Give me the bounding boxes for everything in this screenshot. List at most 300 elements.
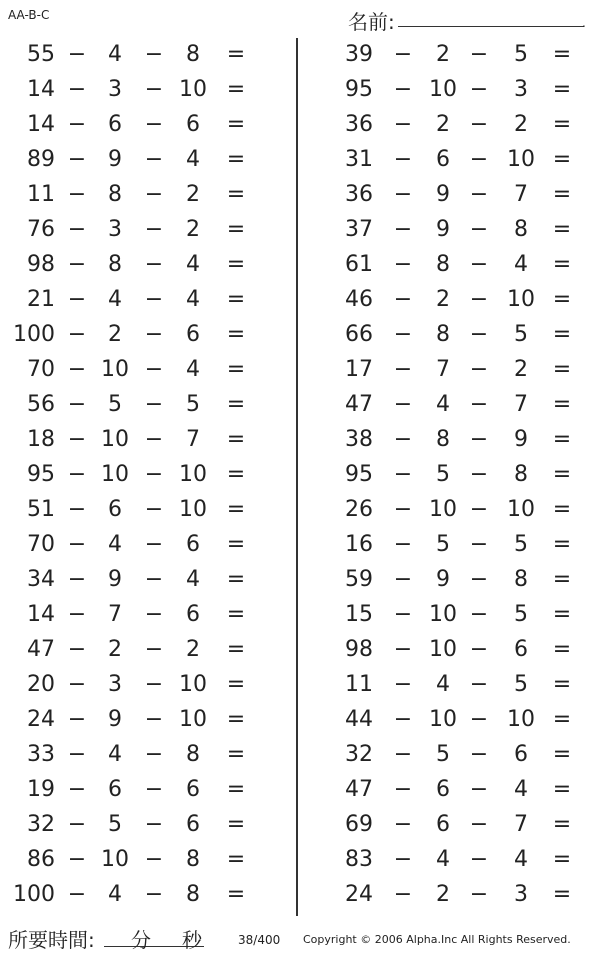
minuend: 51 xyxy=(27,497,55,522)
minus-sign: − xyxy=(393,427,413,452)
minus-sign: − xyxy=(469,392,489,417)
minuend: 32 xyxy=(345,742,373,767)
subtrahend-2: 6 xyxy=(186,602,200,627)
subtrahend-2: 5 xyxy=(514,42,528,67)
equals-sign: = xyxy=(226,112,246,137)
minuend: 56 xyxy=(27,392,55,417)
subtrahend-1: 9 xyxy=(108,707,122,732)
subtrahend-1: 5 xyxy=(436,532,450,557)
minuend: 39 xyxy=(345,42,373,67)
minuend: 100 xyxy=(13,882,55,907)
subtrahend-2: 5 xyxy=(514,672,528,697)
subtrahend-1: 9 xyxy=(436,182,450,207)
minus-sign: − xyxy=(469,287,489,312)
minuend: 55 xyxy=(27,42,55,67)
minus-sign: − xyxy=(67,532,87,557)
minus-sign: − xyxy=(393,532,413,557)
minus-sign: − xyxy=(67,672,87,697)
subtrahend-2: 2 xyxy=(186,217,200,242)
minus-sign: − xyxy=(67,252,87,277)
subtrahend-2: 2 xyxy=(186,182,200,207)
equals-sign: = xyxy=(226,812,246,837)
subtrahend-1: 6 xyxy=(436,777,450,802)
minus-sign: − xyxy=(469,882,489,907)
minus-sign: − xyxy=(469,497,489,522)
minuend: 33 xyxy=(27,742,55,767)
equals-sign: = xyxy=(226,252,246,277)
equals-sign: = xyxy=(552,847,572,872)
minutes-unit: 分 xyxy=(131,928,151,952)
subtrahend-1: 4 xyxy=(436,672,450,697)
subtrahend-1: 2 xyxy=(436,112,450,137)
minus-sign: − xyxy=(393,112,413,137)
minuend: 95 xyxy=(345,462,373,487)
subtrahend-1: 10 xyxy=(429,602,457,627)
minus-sign: − xyxy=(393,882,413,907)
subtrahend-2: 4 xyxy=(186,567,200,592)
equals-sign: = xyxy=(552,322,572,347)
minus-sign: − xyxy=(144,217,164,242)
subtrahend-1: 5 xyxy=(108,392,122,417)
equals-sign: = xyxy=(552,497,572,522)
minuend: 24 xyxy=(345,882,373,907)
minus-sign: − xyxy=(144,392,164,417)
equals-sign: = xyxy=(552,252,572,277)
subtrahend-1: 10 xyxy=(429,707,457,732)
minus-sign: − xyxy=(67,217,87,242)
subtrahend-1: 10 xyxy=(429,637,457,662)
subtrahend-2: 6 xyxy=(186,812,200,837)
subtrahend-2: 10 xyxy=(179,672,207,697)
minuend: 14 xyxy=(27,112,55,137)
subtrahend-2: 10 xyxy=(179,77,207,102)
minuend: 61 xyxy=(345,252,373,277)
minus-sign: − xyxy=(469,77,489,102)
equals-sign: = xyxy=(552,812,572,837)
equals-sign: = xyxy=(226,322,246,347)
minus-sign: − xyxy=(67,427,87,452)
minuend: 15 xyxy=(345,602,373,627)
equals-sign: = xyxy=(226,42,246,67)
minuend: 20 xyxy=(27,672,55,697)
seconds-unit: 秒 xyxy=(182,928,202,952)
subtrahend-2: 4 xyxy=(186,147,200,172)
minus-sign: − xyxy=(393,357,413,382)
subtrahend-1: 4 xyxy=(108,42,122,67)
minus-sign: − xyxy=(144,882,164,907)
subtrahend-1: 10 xyxy=(101,357,129,382)
equals-sign: = xyxy=(226,742,246,767)
minuend: 32 xyxy=(27,812,55,837)
equals-sign: = xyxy=(552,77,572,102)
minuend: 14 xyxy=(27,602,55,627)
subtrahend-2: 10 xyxy=(179,462,207,487)
column-divider xyxy=(296,38,298,916)
subtrahend-2: 6 xyxy=(514,742,528,767)
equals-sign: = xyxy=(552,742,572,767)
minus-sign: − xyxy=(67,462,87,487)
subtrahend-1: 7 xyxy=(108,602,122,627)
subtrahend-1: 8 xyxy=(436,427,450,452)
minuend: 70 xyxy=(27,357,55,382)
subtrahend-1: 5 xyxy=(436,462,450,487)
equals-sign: = xyxy=(552,777,572,802)
minus-sign: − xyxy=(144,602,164,627)
subtrahend-2: 8 xyxy=(514,567,528,592)
minuend: 36 xyxy=(345,112,373,137)
subtrahend-1: 5 xyxy=(108,812,122,837)
equals-sign: = xyxy=(226,602,246,627)
minuend: 70 xyxy=(27,532,55,557)
subtrahend-2: 7 xyxy=(186,427,200,452)
minuend: 98 xyxy=(27,252,55,277)
equals-sign: = xyxy=(552,707,572,732)
minus-sign: − xyxy=(144,742,164,767)
minus-sign: − xyxy=(144,497,164,522)
equals-sign: = xyxy=(552,182,572,207)
subtrahend-2: 10 xyxy=(507,147,535,172)
subtrahend-1: 3 xyxy=(108,77,122,102)
minuend: 76 xyxy=(27,217,55,242)
subtrahend-1: 4 xyxy=(436,392,450,417)
minus-sign: − xyxy=(469,252,489,277)
equals-sign: = xyxy=(226,462,246,487)
equals-sign: = xyxy=(552,462,572,487)
equals-sign: = xyxy=(552,532,572,557)
equals-sign: = xyxy=(552,427,572,452)
minus-sign: − xyxy=(144,532,164,557)
subtrahend-1: 7 xyxy=(436,357,450,382)
minuend: 18 xyxy=(27,427,55,452)
minus-sign: − xyxy=(67,357,87,382)
minus-sign: − xyxy=(67,77,87,102)
equals-sign: = xyxy=(552,357,572,382)
equals-sign: = xyxy=(226,567,246,592)
minuend: 26 xyxy=(345,497,373,522)
name-field-line[interactable] xyxy=(398,26,584,27)
minus-sign: − xyxy=(393,42,413,67)
minuend: 69 xyxy=(345,812,373,837)
equals-sign: = xyxy=(552,112,572,137)
minus-sign: − xyxy=(393,147,413,172)
minus-sign: − xyxy=(469,707,489,732)
subtrahend-1: 10 xyxy=(101,427,129,452)
minus-sign: − xyxy=(144,777,164,802)
minus-sign: − xyxy=(393,742,413,767)
equals-sign: = xyxy=(552,602,572,627)
equals-sign: = xyxy=(552,147,572,172)
minus-sign: − xyxy=(67,147,87,172)
minus-sign: − xyxy=(393,462,413,487)
minus-sign: − xyxy=(469,672,489,697)
minus-sign: − xyxy=(144,147,164,172)
minuend: 66 xyxy=(345,322,373,347)
minus-sign: − xyxy=(469,742,489,767)
equals-sign: = xyxy=(552,287,572,312)
minus-sign: − xyxy=(144,77,164,102)
subtrahend-2: 10 xyxy=(507,707,535,732)
equals-sign: = xyxy=(552,392,572,417)
minus-sign: − xyxy=(393,392,413,417)
minuend: 47 xyxy=(345,777,373,802)
minus-sign: − xyxy=(393,217,413,242)
subtrahend-2: 10 xyxy=(179,497,207,522)
minus-sign: − xyxy=(393,777,413,802)
minuend: 95 xyxy=(345,77,373,102)
subtrahend-1: 3 xyxy=(108,217,122,242)
subtrahend-2: 4 xyxy=(514,847,528,872)
minus-sign: − xyxy=(469,217,489,242)
minus-sign: − xyxy=(469,847,489,872)
subtrahend-1: 2 xyxy=(108,322,122,347)
minuend: 38 xyxy=(345,427,373,452)
subtrahend-1: 9 xyxy=(108,147,122,172)
subtrahend-1: 8 xyxy=(108,252,122,277)
minus-sign: − xyxy=(469,532,489,557)
minus-sign: − xyxy=(67,42,87,67)
minus-sign: − xyxy=(469,427,489,452)
subtrahend-2: 10 xyxy=(179,707,207,732)
subtrahend-1: 6 xyxy=(108,497,122,522)
minus-sign: − xyxy=(393,602,413,627)
minuend: 47 xyxy=(345,392,373,417)
page-number: 38/400 xyxy=(238,933,281,947)
minuend: 36 xyxy=(345,182,373,207)
minuend: 14 xyxy=(27,77,55,102)
equals-sign: = xyxy=(226,637,246,662)
minuend: 47 xyxy=(27,637,55,662)
minus-sign: − xyxy=(144,182,164,207)
minus-sign: − xyxy=(144,112,164,137)
equals-sign: = xyxy=(552,637,572,662)
minus-sign: − xyxy=(144,847,164,872)
equals-sign: = xyxy=(226,357,246,382)
minus-sign: − xyxy=(144,462,164,487)
subtrahend-2: 8 xyxy=(514,462,528,487)
subtrahend-2: 9 xyxy=(514,427,528,452)
subtrahend-1: 4 xyxy=(436,847,450,872)
minus-sign: − xyxy=(393,812,413,837)
minus-sign: − xyxy=(393,252,413,277)
minus-sign: − xyxy=(67,112,87,137)
minus-sign: − xyxy=(393,497,413,522)
minus-sign: − xyxy=(67,637,87,662)
minuend: 83 xyxy=(345,847,373,872)
subtrahend-2: 6 xyxy=(186,112,200,137)
minus-sign: − xyxy=(469,462,489,487)
equals-sign: = xyxy=(226,672,246,697)
equals-sign: = xyxy=(226,882,246,907)
subtrahend-1: 9 xyxy=(436,217,450,242)
minuend: 31 xyxy=(345,147,373,172)
subtrahend-2: 5 xyxy=(514,322,528,347)
subtrahend-2: 7 xyxy=(514,812,528,837)
minuend: 59 xyxy=(345,567,373,592)
equals-sign: = xyxy=(226,707,246,732)
minus-sign: − xyxy=(144,637,164,662)
subtrahend-1: 6 xyxy=(108,112,122,137)
minus-sign: − xyxy=(144,42,164,67)
minuend: 89 xyxy=(27,147,55,172)
minus-sign: − xyxy=(67,392,87,417)
subtrahend-1: 9 xyxy=(108,567,122,592)
minus-sign: − xyxy=(393,322,413,347)
equals-sign: = xyxy=(552,672,572,697)
subtrahend-2: 8 xyxy=(514,217,528,242)
minus-sign: − xyxy=(144,287,164,312)
equals-sign: = xyxy=(226,497,246,522)
subtrahend-2: 6 xyxy=(186,777,200,802)
minuend: 19 xyxy=(27,777,55,802)
minuend: 24 xyxy=(27,707,55,732)
equals-sign: = xyxy=(226,847,246,872)
equals-sign: = xyxy=(226,777,246,802)
minus-sign: − xyxy=(67,812,87,837)
minus-sign: − xyxy=(393,77,413,102)
subtrahend-1: 4 xyxy=(108,532,122,557)
minus-sign: − xyxy=(144,812,164,837)
equals-sign: = xyxy=(226,287,246,312)
minus-sign: − xyxy=(469,42,489,67)
minus-sign: − xyxy=(469,112,489,137)
subtrahend-2: 10 xyxy=(507,497,535,522)
minuend: 98 xyxy=(345,637,373,662)
subtrahend-2: 4 xyxy=(186,252,200,277)
equals-sign: = xyxy=(552,882,572,907)
equals-sign: = xyxy=(552,217,572,242)
minus-sign: − xyxy=(67,742,87,767)
minus-sign: − xyxy=(144,672,164,697)
minus-sign: − xyxy=(144,357,164,382)
minuend: 86 xyxy=(27,847,55,872)
minuend: 46 xyxy=(345,287,373,312)
minuend: 100 xyxy=(13,322,55,347)
subtrahend-2: 5 xyxy=(186,392,200,417)
equals-sign: = xyxy=(226,532,246,557)
subtrahend-2: 10 xyxy=(507,287,535,312)
subtrahend-1: 2 xyxy=(436,42,450,67)
subtrahend-2: 4 xyxy=(186,357,200,382)
subtrahend-2: 2 xyxy=(514,112,528,137)
minus-sign: − xyxy=(67,602,87,627)
minus-sign: − xyxy=(67,707,87,732)
equals-sign: = xyxy=(552,42,572,67)
minuend: 11 xyxy=(27,182,55,207)
subtrahend-1: 3 xyxy=(108,672,122,697)
subtrahend-1: 8 xyxy=(108,182,122,207)
subtrahend-1: 2 xyxy=(108,637,122,662)
minuend: 11 xyxy=(345,672,373,697)
minus-sign: − xyxy=(67,847,87,872)
subtrahend-2: 4 xyxy=(514,777,528,802)
minuend: 95 xyxy=(27,462,55,487)
subtrahend-2: 2 xyxy=(186,637,200,662)
minus-sign: − xyxy=(144,427,164,452)
minus-sign: − xyxy=(393,707,413,732)
minus-sign: − xyxy=(393,847,413,872)
minus-sign: − xyxy=(67,882,87,907)
minus-sign: − xyxy=(469,812,489,837)
subtrahend-2: 6 xyxy=(186,322,200,347)
subtrahend-1: 8 xyxy=(436,322,450,347)
minuend: 44 xyxy=(345,707,373,732)
minus-sign: − xyxy=(144,567,164,592)
minus-sign: − xyxy=(67,777,87,802)
minus-sign: − xyxy=(469,322,489,347)
subtrahend-2: 8 xyxy=(186,742,200,767)
subtrahend-1: 9 xyxy=(436,567,450,592)
minuend: 17 xyxy=(345,357,373,382)
minus-sign: − xyxy=(469,357,489,382)
subtrahend-1: 10 xyxy=(101,462,129,487)
minus-sign: − xyxy=(67,497,87,522)
subtrahend-1: 2 xyxy=(436,287,450,312)
minus-sign: − xyxy=(67,287,87,312)
subtrahend-2: 6 xyxy=(186,532,200,557)
minus-sign: − xyxy=(144,707,164,732)
minus-sign: − xyxy=(393,287,413,312)
subtrahend-2: 8 xyxy=(186,42,200,67)
minus-sign: − xyxy=(469,147,489,172)
equals-sign: = xyxy=(226,427,246,452)
subtrahend-1: 10 xyxy=(429,77,457,102)
subtrahend-2: 8 xyxy=(186,882,200,907)
subtrahend-2: 5 xyxy=(514,532,528,557)
subtrahend-1: 6 xyxy=(436,147,450,172)
subtrahend-2: 8 xyxy=(186,847,200,872)
subtrahend-1: 4 xyxy=(108,882,122,907)
subtrahend-2: 6 xyxy=(514,637,528,662)
subtrahend-1: 8 xyxy=(436,252,450,277)
minus-sign: − xyxy=(469,637,489,662)
minuend: 37 xyxy=(345,217,373,242)
subtrahend-2: 7 xyxy=(514,392,528,417)
minuend: 16 xyxy=(345,532,373,557)
minus-sign: − xyxy=(469,182,489,207)
name-field-end-mark: . xyxy=(582,16,586,30)
minus-sign: − xyxy=(144,252,164,277)
time-label: 所要時間: xyxy=(8,928,95,952)
minus-sign: − xyxy=(144,322,164,347)
equals-sign: = xyxy=(552,567,572,592)
subtrahend-1: 5 xyxy=(436,742,450,767)
equals-sign: = xyxy=(226,147,246,172)
minus-sign: − xyxy=(393,637,413,662)
subtrahend-1: 2 xyxy=(436,882,450,907)
minuend: 21 xyxy=(27,287,55,312)
worksheet-code: AA-B-C xyxy=(8,8,50,22)
equals-sign: = xyxy=(226,77,246,102)
subtrahend-2: 4 xyxy=(514,252,528,277)
name-label: 名前: xyxy=(348,10,395,34)
minus-sign: − xyxy=(469,777,489,802)
subtrahend-1: 6 xyxy=(108,777,122,802)
minuend: 34 xyxy=(27,567,55,592)
equals-sign: = xyxy=(226,182,246,207)
minus-sign: − xyxy=(67,567,87,592)
subtrahend-1: 6 xyxy=(436,812,450,837)
subtrahend-2: 3 xyxy=(514,882,528,907)
minus-sign: − xyxy=(67,182,87,207)
minus-sign: − xyxy=(469,567,489,592)
subtrahend-2: 7 xyxy=(514,182,528,207)
copyright: Copyright © 2006 Alpha.Inc All Rights Reserved. xyxy=(303,933,571,946)
minus-sign: − xyxy=(393,672,413,697)
subtrahend-1: 4 xyxy=(108,742,122,767)
subtrahend-2: 4 xyxy=(186,287,200,312)
subtrahend-1: 4 xyxy=(108,287,122,312)
subtrahend-1: 10 xyxy=(429,497,457,522)
